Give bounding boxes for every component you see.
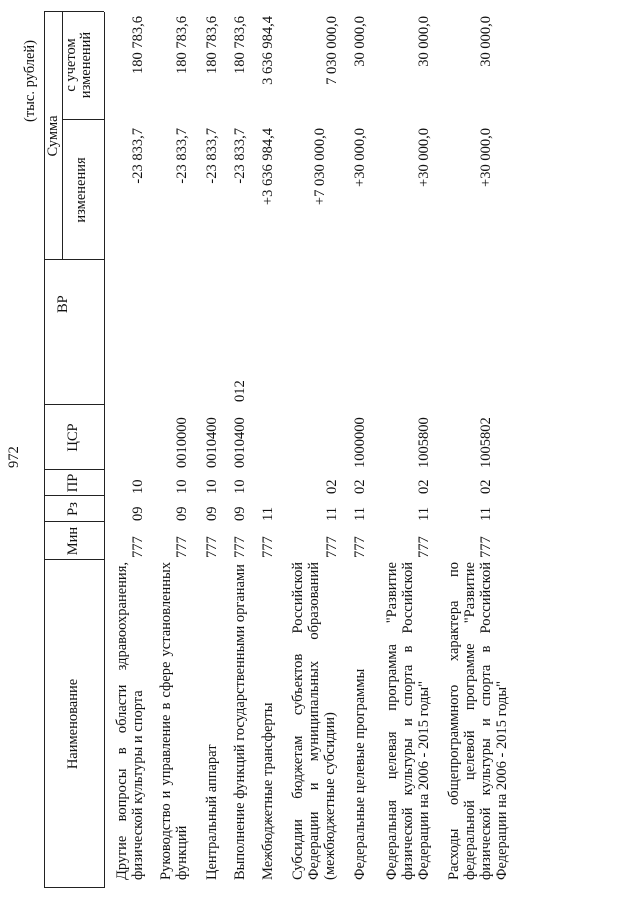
row-0-min: 777 — [130, 536, 146, 558]
row-2-total: 180 783,6 — [204, 16, 220, 74]
row-3-rz: 09 — [232, 506, 248, 521]
row-3-vr: 012 — [232, 380, 248, 402]
row-7-csr: 1005800 — [416, 417, 432, 468]
row-4-change: +3 636 984,4 — [260, 128, 276, 206]
row-6-change: +30 000,0 — [352, 128, 368, 187]
row-6-rz: 11 — [352, 507, 368, 521]
row-8-csr: 1005802 — [478, 417, 494, 468]
header-bottom-border — [104, 12, 105, 888]
row-3-min: 777 — [232, 536, 248, 558]
row-1-rz: 09 — [174, 506, 190, 521]
row-5-change: +7 030 000,0 — [312, 128, 328, 206]
row-1-csr: 0010000 — [174, 417, 190, 468]
row-6-csr: 1000000 — [352, 417, 368, 468]
header-min: Мин — [65, 526, 81, 556]
row-0-pr: 10 — [130, 479, 146, 494]
header-with-changes: с учетом изменений — [63, 31, 94, 99]
row-5-min: 777 — [324, 536, 340, 558]
row-6-name: Федеральные целевые программы — [352, 668, 368, 880]
row-3-name: Выполнение функций государственными органами — [232, 564, 248, 880]
row-5-total: 7 030 000,0 — [324, 16, 340, 85]
row-8-rz: 11 — [478, 507, 494, 521]
row-1-min: 777 — [174, 536, 190, 558]
row-7-rz: 11 — [416, 507, 432, 521]
row-6-pr: 02 — [352, 479, 368, 494]
row-5-pr: 02 — [324, 479, 340, 494]
row-0-total: 180 783,6 — [130, 16, 146, 74]
header-pr: ПР — [65, 473, 81, 493]
row-1-name: Руководство и управление в сфере установленных функций — [158, 562, 190, 880]
header-summa: Сумма — [45, 115, 61, 157]
row-2-name: Центральный аппарат — [204, 744, 220, 880]
row-2-change: -23 833,7 — [204, 128, 220, 184]
row-0-change: -23 833,7 — [130, 128, 146, 184]
row-7-pr: 02 — [416, 479, 432, 494]
row-6-total: 30 000,0 — [352, 16, 368, 67]
header-vr: ВР — [55, 295, 71, 313]
row-3-pr: 10 — [232, 479, 248, 494]
row-3-csr: 0010400 — [232, 417, 248, 468]
row-4-rz: 11 — [260, 507, 276, 521]
row-8-min: 777 — [478, 536, 494, 558]
row-7-total: 30 000,0 — [416, 16, 432, 67]
row-8-change: +30 000,0 — [478, 128, 494, 187]
header-csr: ЦСР — [65, 423, 81, 452]
row-5-name: Субсидии бюджетам субъектов Российской Федерации и муниципальных образований (межбюджетные субсидии) — [290, 562, 338, 880]
row-7-change: +30 000,0 — [416, 128, 432, 187]
row-2-min: 777 — [204, 536, 220, 558]
row-0-rz: 09 — [130, 506, 146, 521]
row-2-pr: 10 — [204, 479, 220, 494]
row-8-total: 30 000,0 — [478, 16, 494, 67]
page-number: 972 — [6, 446, 22, 468]
row-4-total: 3 636 984,4 — [260, 16, 276, 85]
row-3-change: -23 833,7 — [232, 128, 248, 184]
row-0-name: Другие вопросы в области здравоохранения, физической культуры и спорта — [114, 562, 146, 880]
header-name: Наименование — [65, 678, 81, 770]
row-1-pr: 10 — [174, 479, 190, 494]
row-2-csr: 0010400 — [204, 417, 220, 468]
row-6-min: 777 — [352, 536, 368, 558]
unit-label: (тыс. рублей) — [22, 40, 38, 122]
row-7-name: Федеральная целевая программа "Развитие физической культуры и спорта в Российской Федерации на 2006 - 2015 годы" — [384, 562, 432, 880]
row-8-name: Расходы общепрограммного характера по федеральной целевой программе "Развитие физической культуры и спорта в Российской Федерации на 2006 - 2015 годы" — [446, 562, 510, 880]
row-7-min: 777 — [416, 536, 432, 558]
row-1-change: -23 833,7 — [174, 128, 190, 184]
row-8-pr: 02 — [478, 479, 494, 494]
row-5-rz: 11 — [324, 507, 340, 521]
row-2-rz: 09 — [204, 506, 220, 521]
header-rz: Рз — [65, 502, 81, 516]
header-change: изменения — [73, 157, 89, 223]
row-4-name: Межбюджетные трансферты — [260, 702, 276, 880]
row-3-total: 180 783,6 — [232, 16, 248, 74]
row-4-min: 777 — [260, 536, 276, 558]
row-1-total: 180 783,6 — [174, 16, 190, 74]
